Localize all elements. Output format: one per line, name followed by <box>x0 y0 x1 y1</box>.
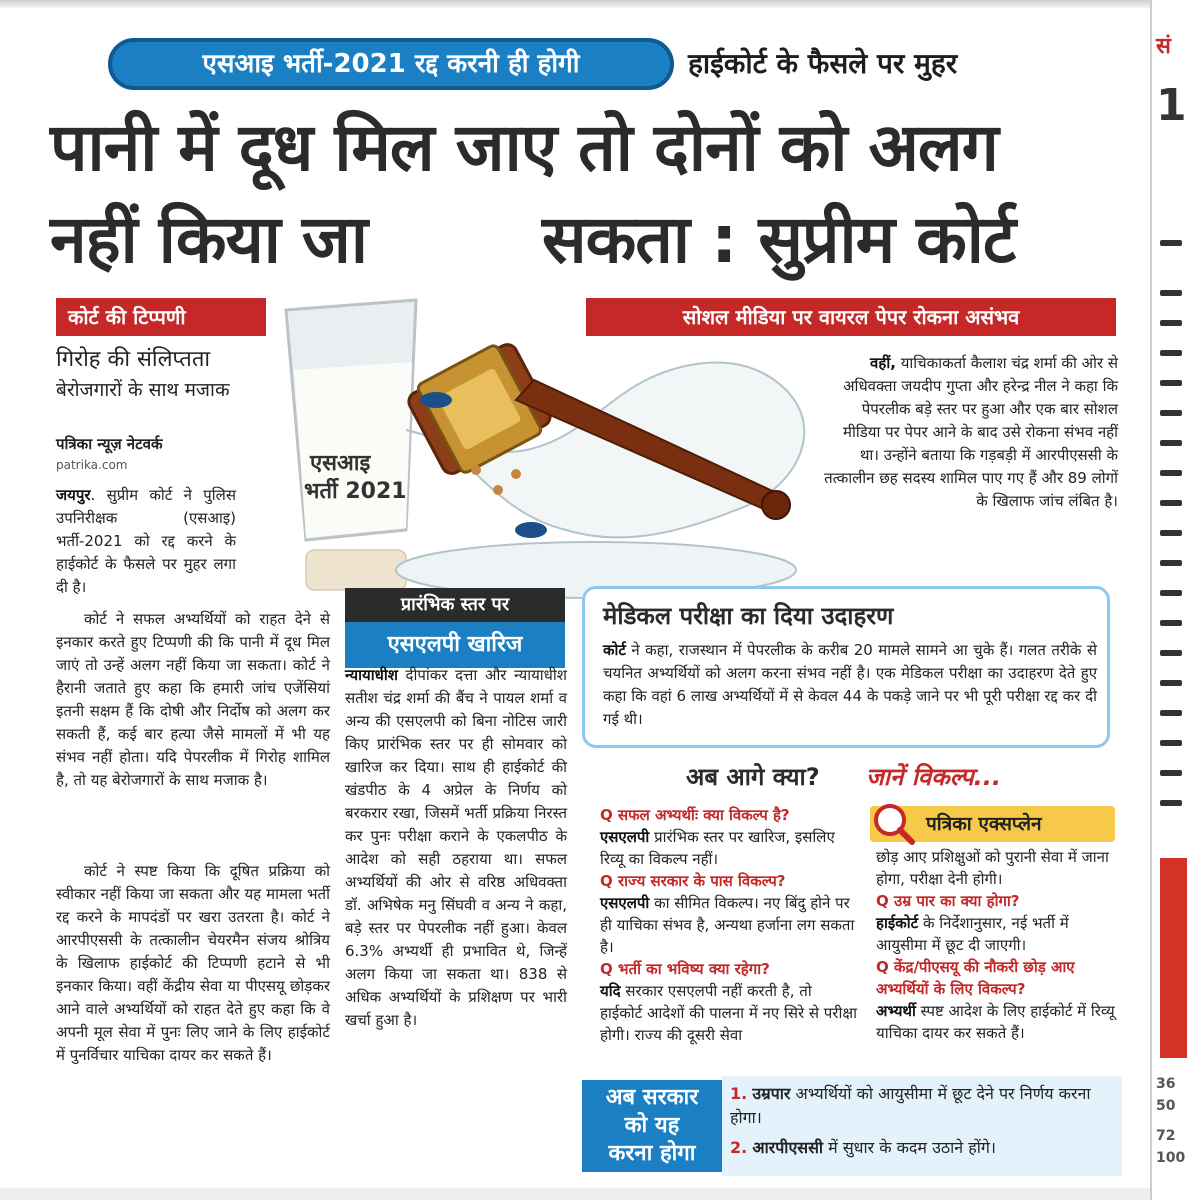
govt-box <box>582 1080 722 1172</box>
govt-item <box>730 1082 1114 1130</box>
left-para-1-text: . सुप्रीम कोर्ट ने पुलिस उपनिरीक्षक (एसआइ) भर्ती-2021 को रद्द करने के हाईकोर्ट के फैसले पर मुहर लगा दी है। <box>56 486 236 596</box>
govt-items <box>722 1076 1122 1176</box>
govt-item <box>730 1136 1114 1160</box>
left-subhead-1: गिरोह की संलिप्तता <box>56 347 211 372</box>
qa-intro: छोड़ आए प्रशिक्षुओं को पुरानी सेवा में जाना होगा, परीक्षा देनी होगी। <box>876 848 1109 888</box>
whats-next-title-a: अब आगे क्या? <box>686 763 820 791</box>
adjacent-num: 100 <box>1156 1150 1186 1166</box>
medical-box <box>582 586 1110 748</box>
adjacent-number: 1 <box>1156 80 1187 131</box>
headline-line1: पानी में दूध मिल जाए तो दोनों को अलग <box>50 109 998 186</box>
govt-box-line: करना होगा <box>608 1141 696 1166</box>
slp-pill-bottom: एसएलपी खारिज <box>345 622 565 668</box>
bottom-strip <box>0 1188 1150 1200</box>
qa-answer <box>876 1000 1116 1044</box>
social-text: याचिकाकर्ता कैलाश चंद्र शर्मा की ओर से अधिवक्ता जयदीप गुप्ता और हरेन्द्र नील ने कहा कि पेपरलीक बड़े स्तर पर हुआ और एक बार सोशल मीडिया पर पेपर आने के बाद उसे रोकना संभव नहीं था। उन्होंने बताया कि गड़बड़ी में आरपीएससी के तत्कालीन छह सदस्य शामिल पाए गए हैं और 89 लोगों के खिलाफ जांच लंबित है। <box>824 354 1118 510</box>
magnifier-icon <box>868 798 918 848</box>
qa-answer-lead: हाईकोर्ट <box>876 914 919 932</box>
glass-label-2: भर्ती 2021 <box>304 479 407 504</box>
qa-col-1 <box>600 804 858 1046</box>
medical-text <box>603 639 1097 731</box>
qa-answer <box>600 892 858 958</box>
whats-next-title-b: जानें विकल्प... <box>866 763 1001 791</box>
byline: पत्रिका न्यूज़ नेटवर्क <box>56 435 163 453</box>
qa-question: Q सफल अभ्यर्थीः क्या विकल्प है? <box>600 806 790 824</box>
qa-answer <box>876 912 1116 956</box>
govt-box-line: अब सरकार <box>605 1085 699 1110</box>
medical-title: मेडिकल परीक्षा का दिया उदाहरण <box>603 602 894 630</box>
section-bar-social: सोशल मीडिया पर वायरल पेपर रोकना असंभव <box>586 298 1116 336</box>
dateline: जयपुर <box>56 486 91 504</box>
qa-answer-lead: अभ्यर्थी <box>876 1002 916 1020</box>
kicker-sub: हाईकोर्ट के फैसले पर मुहर <box>688 47 958 80</box>
patrika-explain-tag: पत्रिका एक्सप्लेन <box>870 806 1115 842</box>
qa-col-2 <box>876 846 1116 1044</box>
govt-item-text: अभ्यर्थियों को आयुसीमा में छूट देने पर निर्णय करना होगा। <box>730 1084 1091 1127</box>
govt-item-text: में सुधार के कदम उठाने होंगे। <box>828 1138 996 1157</box>
left-para-2: कोर्ट ने सफल अभ्यर्थियों को राहत देने से इनकार करते हुए टिप्पणी की कि पानी में दूध मिल जाएं तो उन्हें अलग नहीं किया जा सकता। कोर्ट ने हैरानी जताते हुए कहा कि हमारी जांच एजेंसियां इतनी सक्षम हैं कि दोषी और निर्दोष को अलग कर सकती हैं, कई बार हत्या जैसे मामलों में भी यह संभव नहीं होता। यदि पेपरलीक में गिरोह शामिल है, तो यह बेरोजगारों के साथ मजाक है। <box>56 610 330 789</box>
qa-question: Q भर्ती का भविष्य क्या रहेगा? <box>600 960 770 978</box>
adjacent-num: 72 <box>1156 1128 1176 1144</box>
qa-answer-text: के निर्देशानुसार, नई भर्ती में आयुसीमा में छूट दी जाएगी। <box>876 914 1069 954</box>
qa-answer-lead: एसएलपी <box>600 894 650 912</box>
adjacent-top-letter: सं <box>1156 34 1171 59</box>
gavel-glass-illustration <box>266 280 846 610</box>
adjacent-column <box>1150 0 1187 1200</box>
middle-para <box>345 664 567 1032</box>
glass-label-1: एसआइ <box>310 451 371 476</box>
social-lead: वहीं, <box>870 354 896 372</box>
qa-answer-text: स्पष्ट आदेश के लिए हाईकोर्ट में रिव्यू याचिका दायर कर सकते हैं। <box>876 1002 1115 1042</box>
qa-question: Q उम्र पार का क्या होगा? <box>876 892 1020 910</box>
qa-answer-lead: एसएलपी <box>600 828 650 846</box>
middle-text: दीपांकर दत्ता और न्यायाधीश सतीश चंद्र शर्मा की बैंच ने पायल शर्मा व अन्य की एसएलपी को बिना नोटिस जारी किए प्रारंभिक स्तर पर ही सोमवार को खारिज कर दिया। साथ ही हाईकोर्ट की खंडपीठ के 4 अप्रेल के निर्णय को बरकरार रखा, जिसमें भर्ती प्रक्रिया निरस्त कर पुनः परीक्षा कराने के एकलपीठ के आदेश को सही ठहराया था। सफल अभ्यर्थियों की ओर से वरिष्ठ अधिवक्ता डॉ. अभिषेक मनु सिंघवी व अन्य ने कहा, बड़े स्तर पर पेपरलीक नहीं हुआ। केवल 6.3% अभ्यर्थी ही प्रभावित थे, जिन्हें अलग किया जा सकता था। 838 से अधिक अभ्यर्थियों के प्रशिक्षण पर भारी खर्चा हुआ है। <box>345 666 567 1029</box>
govt-box-line: को यह <box>624 1113 680 1138</box>
byline-url[interactable]: patrika.com <box>56 458 128 472</box>
headline-line2b: सकता : सुप्रीम कोर्ट <box>542 201 1016 278</box>
left-para-3: कोर्ट ने स्पष्ट किया कि दूषित प्रक्रिया को स्वीकार नहीं किया जा सकता और यह मामला भर्ती रद्द करने के मापदंडों पर खरा उतरता है। कोर्ट ने आरपीएससी के तत्कालीन चेयरमैन संजय श्रोत्रिय के खिलाफ हाईकोर्ट की टिप्पणी हटाने से भी इनकार किया। वहीं केंद्रीय सेवा या पीएसयू छोड़कर आने वाले अभ्यर्थियों को राहत देते हुए कहा कि वे अपनी मूल सेवा में पुनः लिए जाने के लिए हाईकोर्ट में पुनर्विचार याचिका दायर कर सकते हैं। <box>56 862 330 1064</box>
govt-item-lead: उम्रपार <box>752 1084 791 1103</box>
middle-lead: न्यायाधीश <box>345 666 398 684</box>
qa-answer-text: सरकार एसएलपी नहीं करती है, तो हाईकोर्ट आदेशों की पालना में नए सिरे से परीक्षा होगी। राज्य की दूसरी सेवा <box>600 982 857 1044</box>
kicker-pill: एसआइ भर्ती-2021 रद्द करनी ही होगी <box>108 38 674 90</box>
adjacent-num: 50 <box>1156 1098 1176 1114</box>
left-subhead <box>56 345 296 405</box>
left-subhead-2: बेरोजगारों के साथ मजाक <box>56 379 230 401</box>
qa-question: Q राज्य सरकार के पास विकल्प? <box>600 872 786 890</box>
medical-body: ने कहा, राजस्थान में पेपरलीक के करीब 20 मामले सामने आ चुके हैं। गलत तरीके से चयनित अभ्यर्थियों को अलग करना संभव नहीं है। एक मेडिकल परीक्षा का उदाहरण देते हुए कहा कि वहां 6 लाख अभ्यर्थियों में से केवल 44 के पकड़े जाने पर भी पूरी परीक्षा रद्द कर दी गई थी। <box>603 641 1097 728</box>
qa-question: Q केंद्र/पीएसयू की नौकरी छोड़ आए अभ्यर्थियों के लिए विकल्प? <box>876 958 1075 998</box>
section-bar-court: कोर्ट की टिप्पणी <box>56 298 266 336</box>
govt-item-number: 2. <box>730 1138 748 1157</box>
social-para <box>822 352 1118 513</box>
govt-item-number: 1. <box>730 1084 748 1103</box>
medical-lead: कोर्ट <box>603 641 626 659</box>
adjacent-num: 36 <box>1156 1076 1176 1092</box>
qa-answer-lead: यदि <box>600 982 621 1000</box>
headline-line2a: नहीं किया जा <box>50 201 367 278</box>
top-strip <box>0 0 1150 8</box>
qa-answer-text: का सीमित विकल्प। नए बिंदु होने पर ही याचिका संभव है, अन्यथा हर्जाना लग सकता है। <box>600 894 855 956</box>
qa-answer-text: प्रारंभिक स्तर पर खारिज, इसलिए रिव्यू का विकल्प नहीं। <box>600 828 835 868</box>
left-para-1 <box>56 484 236 599</box>
slp-pill-top: प्रारंभिक स्तर पर <box>345 588 565 622</box>
qa-answer <box>600 826 858 870</box>
slp-pill <box>345 588 565 668</box>
govt-item-lead: आरपीएससी <box>752 1138 824 1157</box>
qa-answer <box>600 980 858 1046</box>
